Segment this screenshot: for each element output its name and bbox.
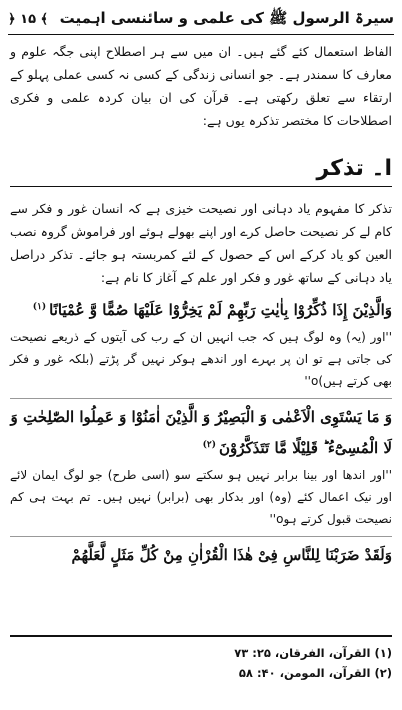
footnotes: [10, 635, 392, 683]
ayah-1-translation: ''اور (یہ) وہ لوگ ہیں کہ جب انہیں ان کے رب کی آیتوں کے ذریعے نصیحت کی جاتی ہے تو ان پر بہرے اور اندھے ہوکر نہیں گر پڑتے (بلکہ غور و فکر بھی کرتے ہیں)o'': [10, 330, 392, 388]
divider: [10, 398, 392, 399]
page-body: [10, 40, 392, 569]
running-header: [8, 5, 394, 35]
ayah-1: [10, 293, 392, 324]
ayah-3: [10, 541, 392, 569]
header-title: سیرۃ الرسول ﷺ کی علمی و سائنسی اہمیت: [59, 8, 394, 27]
intro-paragraph: الفاظ استعمال کئے گئے ہیں۔ ان میں سے ہر اصطلاح اپنی جگہ علوم و معارف کا سمندر ہے۔ جو انسانی زندگی کے کسی نہ کسی عملی پہلو کے ارتقاء سے تعلق رکھتی ہے۔ قرآن کی ان بیان کردہ علمی و فکری اصطلاحات کا مختصر تذکرہ یوں ہے:: [10, 44, 392, 128]
footnote-2: (۲) القرآن، المومن، ۴۰: ۵۸: [238, 665, 392, 680]
ayah-3-arabic: وَلَقَدْ ضَرَبْنَا لِلنَّاسِ فِىْ هٰذَا الْقُرْاٰنِ مِنْ كُلِّ مَثَلٍ لَّعَلَّهُمْ: [71, 546, 392, 564]
ayah-1-marker: (۱): [32, 302, 47, 312]
ayah-2-translation: ''اور اندھا اور بینا برابر نہیں ہو سکتے سو (اسی طرح) جو لوگ ایمان لائے اور نیک اعمال کئے (وہ) اور بدکار بھی (برابر) نہیں ہیں۔ تم بہت ہی کم نصیحت قبول کرتے ہوo'': [10, 468, 392, 526]
footnote-1: (۱) القرآن، الفرقان، ۲۵: ۷۳: [234, 645, 392, 660]
section-heading: ا۔ تذکر: [316, 156, 392, 181]
divider: [10, 536, 392, 537]
ayah-2: [10, 403, 392, 462]
section-paragraph: تذکر کا مفہوم یاد دہانی اور نصیحت خیزی ہے کہ انسان غور و فکر سے کام لے کر نصیحت حاصل کرے اور اپنے بھولے ہوئے اور فراموش گروہ نصب العین کو یاد کرکے اس کے حصول کے لئے کمربستہ ہو جائے۔ تذکر دراصل یاد دہانی کے ساتھ غور و فکر اور علم کے آغاز کا نام ہے:: [10, 201, 392, 285]
ayah-1-arabic: وَالَّذِيْنَ إِذَا ذُكِّرُوْا بِاٰيٰتِ رَبِّهِمْ لَمْ يَخِرُّوْا عَلَيْهَا صُمًّا وَّ عُمْيَانًا: [49, 301, 392, 319]
footnote-rule: [10, 635, 392, 637]
ayah-2-marker: (۲): [202, 440, 216, 450]
ayah-2-arabic: وَ مَا يَسْتَوِى الْاَعْمٰى وَ الْبَصِيْرُ وَ الَّذِيْنَ اٰمَنُوْا وَ عَمِلُوا الصّٰلِحٰتِ وَ لَا الْمُسِىْٓءُ ؕ قَلِيْلًا مَّا تَتَذَكَّرُوْنَ: [10, 408, 392, 457]
section-underline: [10, 186, 392, 187]
page-number: ﴿ ۱۵ ﴾: [8, 12, 49, 27]
